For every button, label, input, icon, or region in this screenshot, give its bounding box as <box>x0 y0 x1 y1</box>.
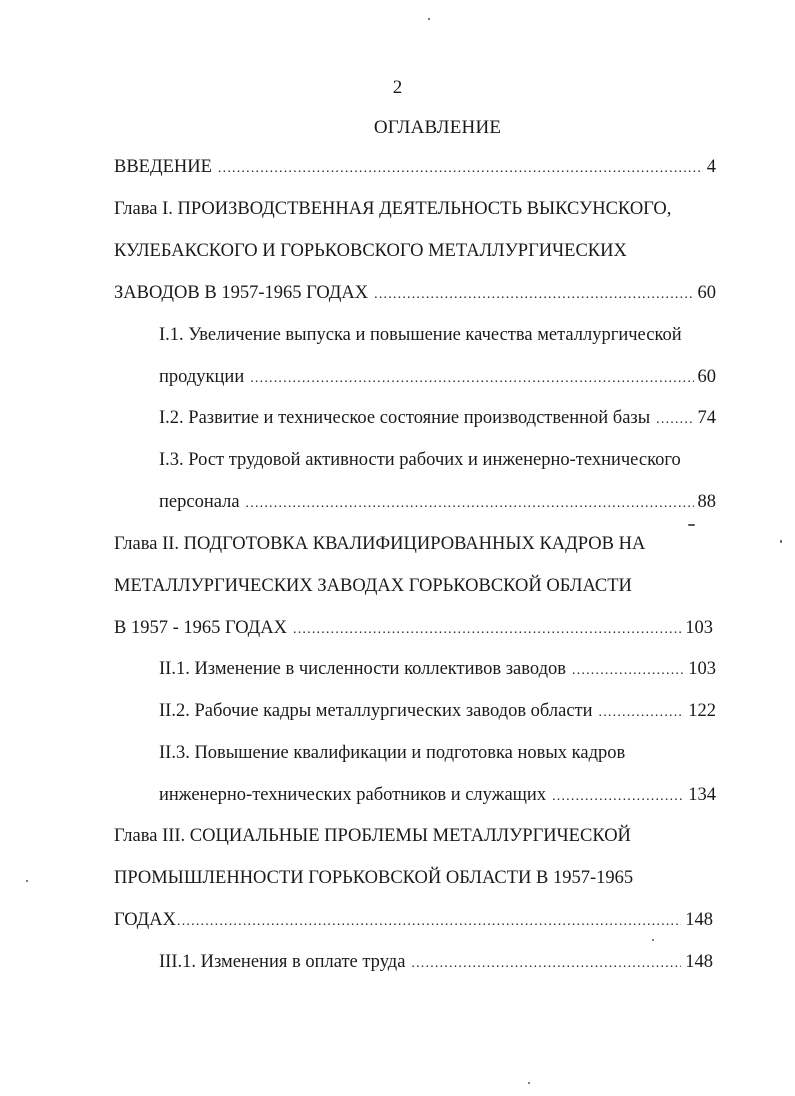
dot-leader <box>572 658 684 684</box>
toc-section-2-3-line-2[interactable] <box>159 782 716 808</box>
dot-leader <box>218 156 703 182</box>
toc-chapter-3-line-2[interactable]: ПРОМЫШЛЕННОСТИ ГОРЬКОВСКОЙ ОБЛАСТИ В 1957-1965 <box>114 868 634 888</box>
toc-page-number: 74 <box>697 408 716 428</box>
scan-speck <box>780 540 782 543</box>
toc-entry-text: III.1. Изменения в оплате труда <box>159 952 406 972</box>
toc-page-number: 103 <box>688 659 716 679</box>
dot-leader <box>552 784 684 810</box>
toc-page-number: 134 <box>688 785 716 805</box>
toc-section-1-3-line-1[interactable]: I.3. Рост трудовой активности рабочих и инженерно-технического <box>159 450 681 470</box>
toc-page-number: 148 <box>685 910 713 930</box>
toc-chapter-3-line-1[interactable]: Глава III. СОЦИАЛЬНЫЕ ПРОБЛЕМЫ МЕТАЛЛУРГИЧЕСКОЙ <box>114 826 631 846</box>
toc-entry-text: ЗАВОДОВ В 1957-1965 ГОДАХ <box>114 283 369 303</box>
dot-leader <box>656 407 693 433</box>
toc-page-number: 88 <box>697 492 716 512</box>
dot-leader <box>599 700 685 726</box>
toc-chapter-1-line-1[interactable]: Глава I. ПРОИЗВОДСТВЕННАЯ ДЕЯТЕЛЬНОСТЬ ВЫКСУНСКОГО, <box>114 199 672 219</box>
toc-entry-text: В 1957 - 1965 ГОДАХ <box>114 618 288 638</box>
dot-leader <box>411 951 681 977</box>
toc-section-2-2[interactable] <box>159 698 716 724</box>
toc-chapter-2-line-1[interactable]: Глава II. ПОДГОТОВКА КВАЛИФИЦИРОВАННЫХ КАДРОВ НА <box>114 534 646 554</box>
scan-speck <box>688 524 695 526</box>
page-number: 2 <box>392 77 403 98</box>
toc-section-3-1[interactable] <box>159 949 713 975</box>
toc-page-number: 103 <box>685 618 713 638</box>
toc-entry-text: продукции <box>159 367 245 387</box>
toc-section-1-2[interactable] <box>159 405 716 431</box>
toc-chapter-1-line-2[interactable]: КУЛЕБАКСКОГО И ГОРЬКОВСКОГО МЕТАЛЛУРГИЧЕСКИХ <box>114 241 627 261</box>
dot-leader <box>293 617 681 643</box>
toc-entry-text: ВВЕДЕНИЕ <box>114 157 212 177</box>
toc-page-number: 148 <box>685 952 713 972</box>
dot-leader <box>374 282 693 308</box>
toc-section-2-3-line-1[interactable]: II.3. Повышение квалификации и подготовка новых кадров <box>159 743 626 763</box>
toc-section-2-1[interactable] <box>159 656 716 682</box>
toc-page-number: 4 <box>706 157 716 177</box>
scan-speck <box>26 880 28 882</box>
toc-chapter-1-line-3[interactable] <box>114 280 716 306</box>
toc-section-1-1-line-1[interactable]: I.1. Увеличение выпуска и повышение качества металлургической <box>159 325 682 345</box>
scan-speck <box>652 939 654 941</box>
toc-page-number: 60 <box>697 283 716 303</box>
toc-title: ОГЛАВЛЕНИЕ <box>373 117 502 138</box>
toc-page-number: 122 <box>688 701 716 721</box>
dot-leader <box>177 909 681 935</box>
toc-page-number: 60 <box>697 367 716 387</box>
scan-speck <box>528 1082 530 1084</box>
scan-speck <box>428 18 430 20</box>
dot-leader <box>250 366 693 392</box>
toc-chapter-2-line-2[interactable]: МЕТАЛЛУРГИЧЕСКИХ ЗАВОДАХ ГОРЬКОВСКОЙ ОБЛАСТИ <box>114 576 632 596</box>
toc-entry-text: персонала <box>159 492 240 512</box>
dot-leader <box>246 491 694 517</box>
toc-entry-text: ГОДАХ <box>114 910 177 930</box>
toc-entry-text: II.2. Рабочие кадры металлургических заводов области <box>159 701 593 721</box>
toc-entry-text: II.1. Изменение в численности коллективов заводов <box>159 659 566 679</box>
toc-section-1-3-line-2[interactable] <box>159 489 716 515</box>
toc-entry-text: I.2. Развитие и техническое состояние производственной базы <box>159 408 651 428</box>
toc-section-1-1-line-2[interactable] <box>159 364 716 390</box>
toc-entry-introduction[interactable] <box>114 154 716 180</box>
toc-chapter-2-line-3[interactable] <box>114 615 713 641</box>
toc-entry-text: инженерно-технических работников и служащих <box>159 785 547 805</box>
toc-chapter-3-line-3[interactable] <box>114 907 713 933</box>
